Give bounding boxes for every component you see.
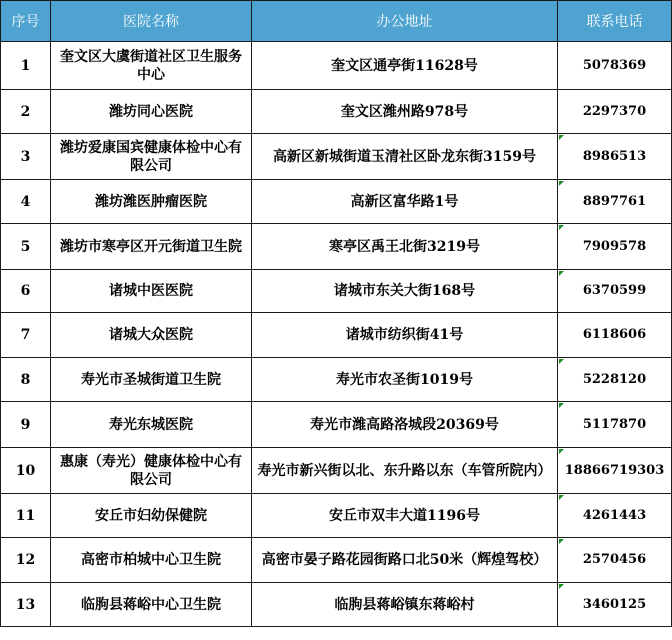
cell-comment-marker-icon bbox=[559, 181, 564, 186]
cell-name: 潍坊同心医院 bbox=[51, 90, 252, 134]
table-row bbox=[1, 42, 672, 90]
cell-phone: 8986513 bbox=[558, 134, 672, 180]
cell-address: 寿光市农圣街1019号 bbox=[252, 358, 558, 402]
cell-address: 安丘市双丰大道1196号 bbox=[252, 494, 558, 538]
cell-address: 寒亭区禹王北街3219号 bbox=[252, 224, 558, 270]
cell-name: 潍坊潍医肿瘤医院 bbox=[51, 180, 252, 224]
cell-comment-marker-icon bbox=[559, 449, 564, 454]
table-row bbox=[1, 538, 672, 583]
cell-phone: 5117870 bbox=[558, 402, 672, 448]
cell-address: 高新区新城街道玉清社区卧龙东街3159号 bbox=[252, 134, 558, 180]
cell-name: 寿光市圣城街道卫生院 bbox=[51, 358, 252, 402]
cell-address: 临朐县蒋峪镇东蒋峪村 bbox=[252, 583, 558, 627]
cell-address: 诸城市纺织街41号 bbox=[252, 313, 558, 358]
cell-index: 9 bbox=[1, 402, 51, 448]
cell-name: 诸城中医医院 bbox=[51, 270, 252, 313]
cell-index: 10 bbox=[1, 448, 51, 494]
header-name: 医院名称 bbox=[51, 1, 252, 42]
header-phone: 联系电话 bbox=[558, 1, 672, 42]
cell-name: 潍坊爱康国宾健康体检中心有限公司 bbox=[51, 134, 252, 180]
header-index: 序号 bbox=[1, 1, 51, 42]
cell-index: 8 bbox=[1, 358, 51, 402]
table-row bbox=[1, 494, 672, 538]
cell-name: 潍坊市寒亭区开元街道卫生院 bbox=[51, 224, 252, 270]
cell-phone: 5078369 bbox=[558, 42, 672, 90]
cell-index: 11 bbox=[1, 494, 51, 538]
cell-address: 诸城市东关大街168号 bbox=[252, 270, 558, 313]
table-row bbox=[1, 180, 672, 224]
cell-name: 临朐县蒋峪中心卫生院 bbox=[51, 583, 252, 627]
table-row bbox=[1, 583, 672, 627]
cell-phone: 6118606 bbox=[558, 313, 672, 358]
table-row bbox=[1, 313, 672, 358]
cell-comment-marker-icon bbox=[559, 135, 564, 140]
cell-name: 诸城大众医院 bbox=[51, 313, 252, 358]
cell-phone: 7909578 bbox=[558, 224, 672, 270]
cell-phone: 2570456 bbox=[558, 538, 672, 583]
cell-address: 寿光市潍高路洛城段20369号 bbox=[252, 402, 558, 448]
cell-name: 奎文区大虞街道社区卫生服务中心 bbox=[51, 42, 252, 90]
cell-address: 高新区富华路1号 bbox=[252, 180, 558, 224]
cell-index: 6 bbox=[1, 270, 51, 313]
cell-comment-marker-icon bbox=[559, 584, 564, 589]
table-row bbox=[1, 134, 672, 180]
cell-phone: 2297370 bbox=[558, 90, 672, 134]
cell-phone: 4261443 bbox=[558, 494, 672, 538]
cell-index: 13 bbox=[1, 583, 51, 627]
cell-index: 5 bbox=[1, 224, 51, 270]
cell-index: 2 bbox=[1, 90, 51, 134]
cell-index: 12 bbox=[1, 538, 51, 583]
cell-comment-marker-icon bbox=[559, 403, 564, 408]
cell-address: 奎文区潍州路978号 bbox=[252, 90, 558, 134]
cell-address: 寿光市新兴街以北、东升路以东（车管所院内） bbox=[252, 448, 558, 494]
cell-phone: 3460125 bbox=[558, 583, 672, 627]
table-row bbox=[1, 90, 672, 134]
table-row bbox=[1, 402, 672, 448]
cell-phone: 18866719303 bbox=[558, 448, 672, 494]
table-row bbox=[1, 358, 672, 402]
cell-comment-marker-icon bbox=[559, 539, 564, 544]
cell-phone: 8897761 bbox=[558, 180, 672, 224]
header-address: 办公地址 bbox=[252, 1, 558, 42]
table-header-row bbox=[1, 1, 672, 42]
cell-name: 安丘市妇幼保健院 bbox=[51, 494, 252, 538]
cell-index: 7 bbox=[1, 313, 51, 358]
cell-index: 4 bbox=[1, 180, 51, 224]
cell-phone: 5228120 bbox=[558, 358, 672, 402]
cell-name: 惠康（寿光）健康体检中心有限公司 bbox=[51, 448, 252, 494]
cell-comment-marker-icon bbox=[559, 359, 564, 364]
cell-comment-marker-icon bbox=[559, 225, 564, 230]
cell-phone: 6370599 bbox=[558, 270, 672, 313]
cell-name: 高密市柏城中心卫生院 bbox=[51, 538, 252, 583]
cell-address: 高密市晏子路花园街路口北50米（辉煌驾校） bbox=[252, 538, 558, 583]
table-row bbox=[1, 270, 672, 313]
cell-index: 3 bbox=[1, 134, 51, 180]
table-row bbox=[1, 224, 672, 270]
cell-name: 寿光东城医院 bbox=[51, 402, 252, 448]
cell-index: 1 bbox=[1, 42, 51, 90]
table-row bbox=[1, 448, 672, 494]
cell-address: 奎文区通亭街11628号 bbox=[252, 42, 558, 90]
cell-comment-marker-icon bbox=[559, 271, 564, 276]
cell-comment-marker-icon bbox=[559, 495, 564, 500]
